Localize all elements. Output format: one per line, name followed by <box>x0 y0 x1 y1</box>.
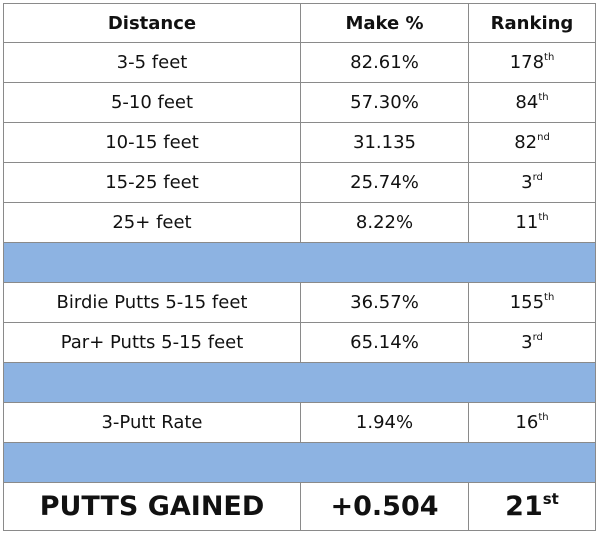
distance-cell: 5-10 feet <box>4 83 301 123</box>
table-row <box>4 323 596 363</box>
section-divider-row <box>4 363 596 403</box>
distance-cell: 3-5 feet <box>4 43 301 83</box>
section-divider-cell <box>4 243 596 283</box>
rank-suffix: rd <box>532 332 543 343</box>
total-rank-number: 21 <box>505 491 543 522</box>
rank-suffix: th <box>538 92 549 103</box>
ranking-cell <box>469 403 596 443</box>
header-row <box>4 4 596 43</box>
make-pct-cell: 57.30% <box>301 83 469 123</box>
ranking-cell <box>469 83 596 123</box>
ranking-cell <box>469 203 596 243</box>
section-divider-row <box>4 243 596 283</box>
rank-suffix: th <box>538 412 549 423</box>
make-pct-cell: 25.74% <box>301 163 469 203</box>
make-pct-cell: 8.22% <box>301 203 469 243</box>
rank-suffix: nd <box>537 132 550 143</box>
table-row <box>4 43 596 83</box>
rank-number: 3 <box>521 172 533 193</box>
header-distance: Distance <box>4 4 301 43</box>
putting-stats-table-container <box>3 3 595 531</box>
rank-number: 3 <box>521 332 533 353</box>
header-ranking: Ranking <box>469 4 596 43</box>
distance-cell: Birdie Putts 5-15 feet <box>4 283 301 323</box>
total-label: PUTTS GAINED <box>4 483 301 531</box>
section-divider-row <box>4 443 596 483</box>
ranking-cell <box>469 283 596 323</box>
putting-stats-table <box>3 3 596 531</box>
rank-number: 178 <box>509 52 545 73</box>
distance-cell: 25+ feet <box>4 203 301 243</box>
make-pct-cell: 65.14% <box>301 323 469 363</box>
table-row <box>4 123 596 163</box>
make-pct-cell: 82.61% <box>301 43 469 83</box>
rank-number: 11 <box>515 212 539 233</box>
rank-suffix: th <box>544 292 555 303</box>
table-row <box>4 403 596 443</box>
rank-suffix: th <box>538 212 549 223</box>
section-divider-cell <box>4 443 596 483</box>
distance-cell: 15-25 feet <box>4 163 301 203</box>
total-value: +0.504 <box>301 483 469 531</box>
total-ranking-cell <box>469 483 596 531</box>
rank-number: 155 <box>509 292 545 313</box>
section-divider-cell <box>4 363 596 403</box>
make-pct-cell: 31.135 <box>301 123 469 163</box>
ranking-cell <box>469 163 596 203</box>
distance-cell: 10-15 feet <box>4 123 301 163</box>
ranking-cell <box>469 43 596 83</box>
rank-number: 84 <box>515 92 539 113</box>
table-row <box>4 203 596 243</box>
rank-suffix: rd <box>532 172 543 183</box>
header-make-pct: Make % <box>301 4 469 43</box>
total-rank-suffix: st <box>542 490 559 508</box>
rank-suffix: th <box>544 52 555 63</box>
ranking-cell <box>469 323 596 363</box>
ranking-cell <box>469 123 596 163</box>
total-row <box>4 483 596 531</box>
make-pct-cell: 36.57% <box>301 283 469 323</box>
distance-cell: 3-Putt Rate <box>4 403 301 443</box>
rank-number: 16 <box>515 412 539 433</box>
rank-number: 82 <box>514 132 538 153</box>
table-row <box>4 283 596 323</box>
table-row <box>4 83 596 123</box>
distance-cell: Par+ Putts 5-15 feet <box>4 323 301 363</box>
make-pct-cell: 1.94% <box>301 403 469 443</box>
table-row <box>4 163 596 203</box>
